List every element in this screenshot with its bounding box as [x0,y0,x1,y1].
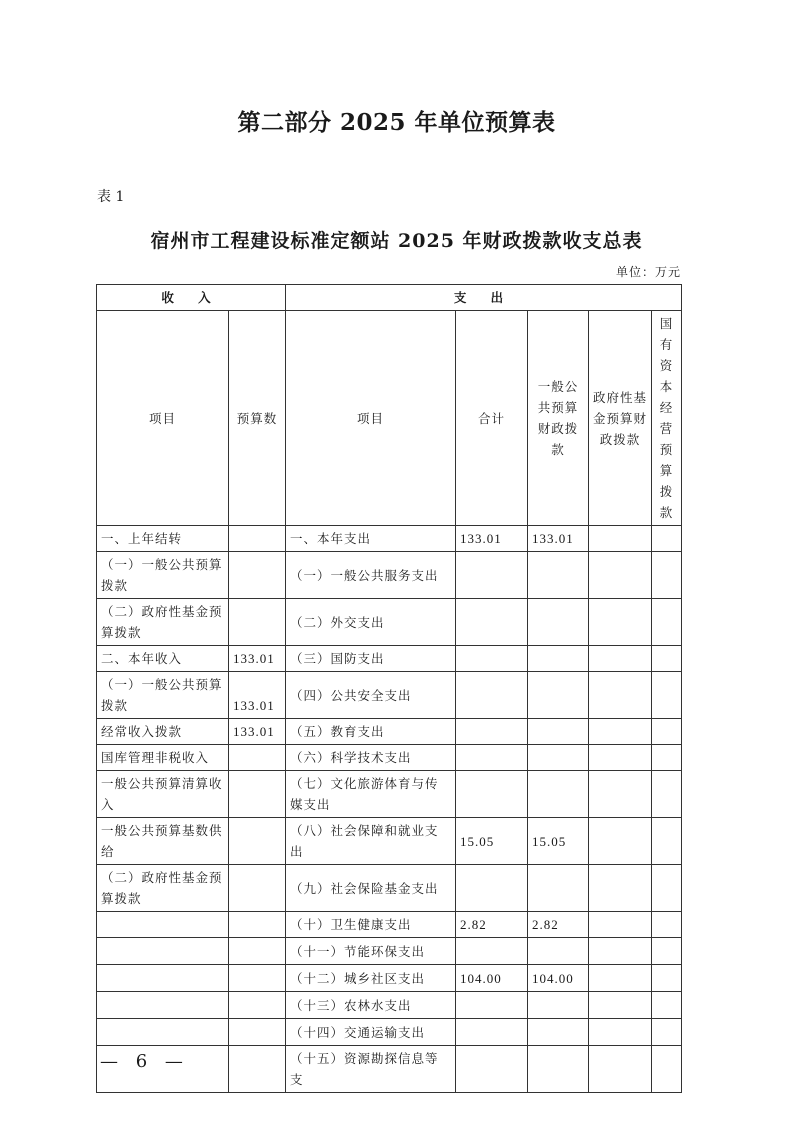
general-budget-cell [528,552,589,599]
total-cell: 15.05 [456,818,528,865]
state-capital-cell [652,672,682,719]
income-item-cell: 经常收入拨款 [97,719,229,745]
col-expense-item: 项目 [286,311,456,526]
table-row [97,526,682,552]
part-title: 第二部分 2025 年单位预算表 [237,109,556,136]
expense-header: 支 出 [286,285,682,311]
income-amount-cell [229,1046,286,1093]
general-budget-cell [528,599,589,646]
state-capital-cell [652,818,682,865]
income-item-cell: 国库管理非税收入 [97,745,229,771]
income-item-cell: 一般公共预算基数供给 [97,818,229,865]
fund-budget-cell [589,992,652,1019]
fund-budget-cell [589,818,652,865]
expense-item-cell: 一、本年支出 [286,526,456,552]
general-budget-cell [528,672,589,719]
fund-budget-cell [589,646,652,672]
income-amount-cell: 133.01 [229,672,286,719]
fund-budget-cell [589,552,652,599]
income-amount-cell [229,552,286,599]
state-capital-cell [652,965,682,992]
state-capital-cell [652,552,682,599]
income-item-cell: （一）一般公共预算拨款 [97,552,229,599]
fund-budget-cell [589,865,652,912]
expense-item-cell: （三）国防支出 [286,646,456,672]
income-amount-cell [229,865,286,912]
table-row [97,865,682,912]
fund-budget-cell [589,719,652,745]
income-amount-cell [229,912,286,938]
income-amount-cell [229,599,286,646]
fund-budget-cell [589,771,652,818]
total-cell [456,745,528,771]
table-row [97,912,682,938]
total-cell [456,672,528,719]
income-amount-cell [229,771,286,818]
table-row [97,745,682,771]
income-item-cell: （二）政府性基金预算拨款 [97,865,229,912]
total-cell [456,865,528,912]
general-budget-cell [528,771,589,818]
income-item-cell: （二）政府性基金预算拨款 [97,599,229,646]
income-amount-cell [229,1019,286,1046]
fund-budget-cell [589,599,652,646]
col-income-item: 项目 [97,311,229,526]
expense-item-cell: （十）卫生健康支出 [286,912,456,938]
income-item-cell [97,912,229,938]
table-row [97,965,682,992]
table-row [97,646,682,672]
income-item-cell [97,938,229,965]
table-title: 宿州市工程建设标准定额站 2025 年财政拨款收支总表 [150,230,643,252]
state-capital-cell [652,719,682,745]
general-budget-cell [528,1019,589,1046]
income-item-cell: （一）一般公共预算拨款 [97,672,229,719]
expense-item-cell: （八）社会保障和就业支出 [286,818,456,865]
table-row [97,672,682,719]
total-cell [456,1019,528,1046]
general-budget-cell [528,646,589,672]
table-row [97,818,682,865]
expense-item-cell: （七）文化旅游体育与传媒支出 [286,771,456,818]
total-cell: 2.82 [456,912,528,938]
col-state-capital: 国有资本经营预算拨款 [652,311,682,526]
table-row [97,992,682,1019]
expense-item-cell: （十一）节能环保支出 [286,938,456,965]
income-amount-cell [229,965,286,992]
state-capital-cell [652,745,682,771]
total-cell [456,992,528,1019]
state-capital-cell [652,865,682,912]
income-item-cell: 一、上年结转 [97,526,229,552]
expense-item-cell: （六）科学技术支出 [286,745,456,771]
budget-table [96,284,682,1093]
general-budget-cell [528,719,589,745]
income-item-cell: 一般公共预算清算收入 [97,771,229,818]
unit-label: 单位：万元 [615,265,681,279]
fund-budget-cell [589,745,652,771]
col-fund-budget: 政府性基金预算财政拨款 [589,311,652,526]
table-label: 表 1 [97,189,125,205]
total-cell: 104.00 [456,965,528,992]
table-row [97,938,682,965]
state-capital-cell [652,938,682,965]
income-amount-cell [229,745,286,771]
fund-budget-cell [589,1019,652,1046]
expense-item-cell: （十五）资源勘探信息等支 [286,1046,456,1093]
state-capital-cell [652,1046,682,1093]
total-cell [456,646,528,672]
general-budget-cell [528,938,589,965]
general-budget-cell [528,992,589,1019]
fund-budget-cell [589,1046,652,1093]
general-budget-cell: 2.82 [528,912,589,938]
income-item-cell [97,1019,229,1046]
header-row-sections [97,285,682,311]
state-capital-cell [652,912,682,938]
expense-item-cell: （九）社会保险基金支出 [286,865,456,912]
state-capital-cell [652,1019,682,1046]
col-budget-amount: 预算数 [229,311,286,526]
total-cell [456,719,528,745]
fund-budget-cell [589,526,652,552]
table-row [97,552,682,599]
expense-item-cell: （二）外交支出 [286,599,456,646]
fund-budget-cell [589,938,652,965]
income-amount-cell: 133.01 [229,719,286,745]
expense-item-cell: （十四）交通运输支出 [286,1019,456,1046]
col-general-budget: 一般公共预算财政拨款 [528,311,589,526]
table-row [97,719,682,745]
general-budget-cell [528,1046,589,1093]
total-cell [456,552,528,599]
expense-item-cell: （一）一般公共服务支出 [286,552,456,599]
fund-budget-cell [589,672,652,719]
total-cell [456,1046,528,1093]
fund-budget-cell [589,965,652,992]
income-amount-cell [229,992,286,1019]
total-cell [456,771,528,818]
fund-budget-cell [589,912,652,938]
total-cell [456,938,528,965]
table-row [97,599,682,646]
state-capital-cell [652,526,682,552]
total-cell: 133.01 [456,526,528,552]
state-capital-cell [652,771,682,818]
income-amount-cell [229,938,286,965]
page-number: — 6 — [100,1051,189,1072]
table-row [97,1019,682,1046]
expense-item-cell: （四）公共安全支出 [286,672,456,719]
general-budget-cell: 15.05 [528,818,589,865]
expense-item-cell: （十三）农林水支出 [286,992,456,1019]
expense-item-cell: （十二）城乡社区支出 [286,965,456,992]
income-amount-cell [229,526,286,552]
table-row [97,771,682,818]
col-total: 合计 [456,311,528,526]
expense-item-cell: （五）教育支出 [286,719,456,745]
income-header: 收 入 [97,285,286,311]
income-item-cell [97,965,229,992]
total-cell [456,599,528,646]
income-amount-cell: 133.01 [229,646,286,672]
income-amount-cell [229,818,286,865]
general-budget-cell: 104.00 [528,965,589,992]
general-budget-cell [528,745,589,771]
general-budget-cell: 133.01 [528,526,589,552]
state-capital-cell [652,599,682,646]
general-budget-cell [528,865,589,912]
header-row-columns [97,311,682,526]
income-item-cell [97,992,229,1019]
income-item-cell: 二、本年收入 [97,646,229,672]
state-capital-cell [652,992,682,1019]
state-capital-cell [652,646,682,672]
